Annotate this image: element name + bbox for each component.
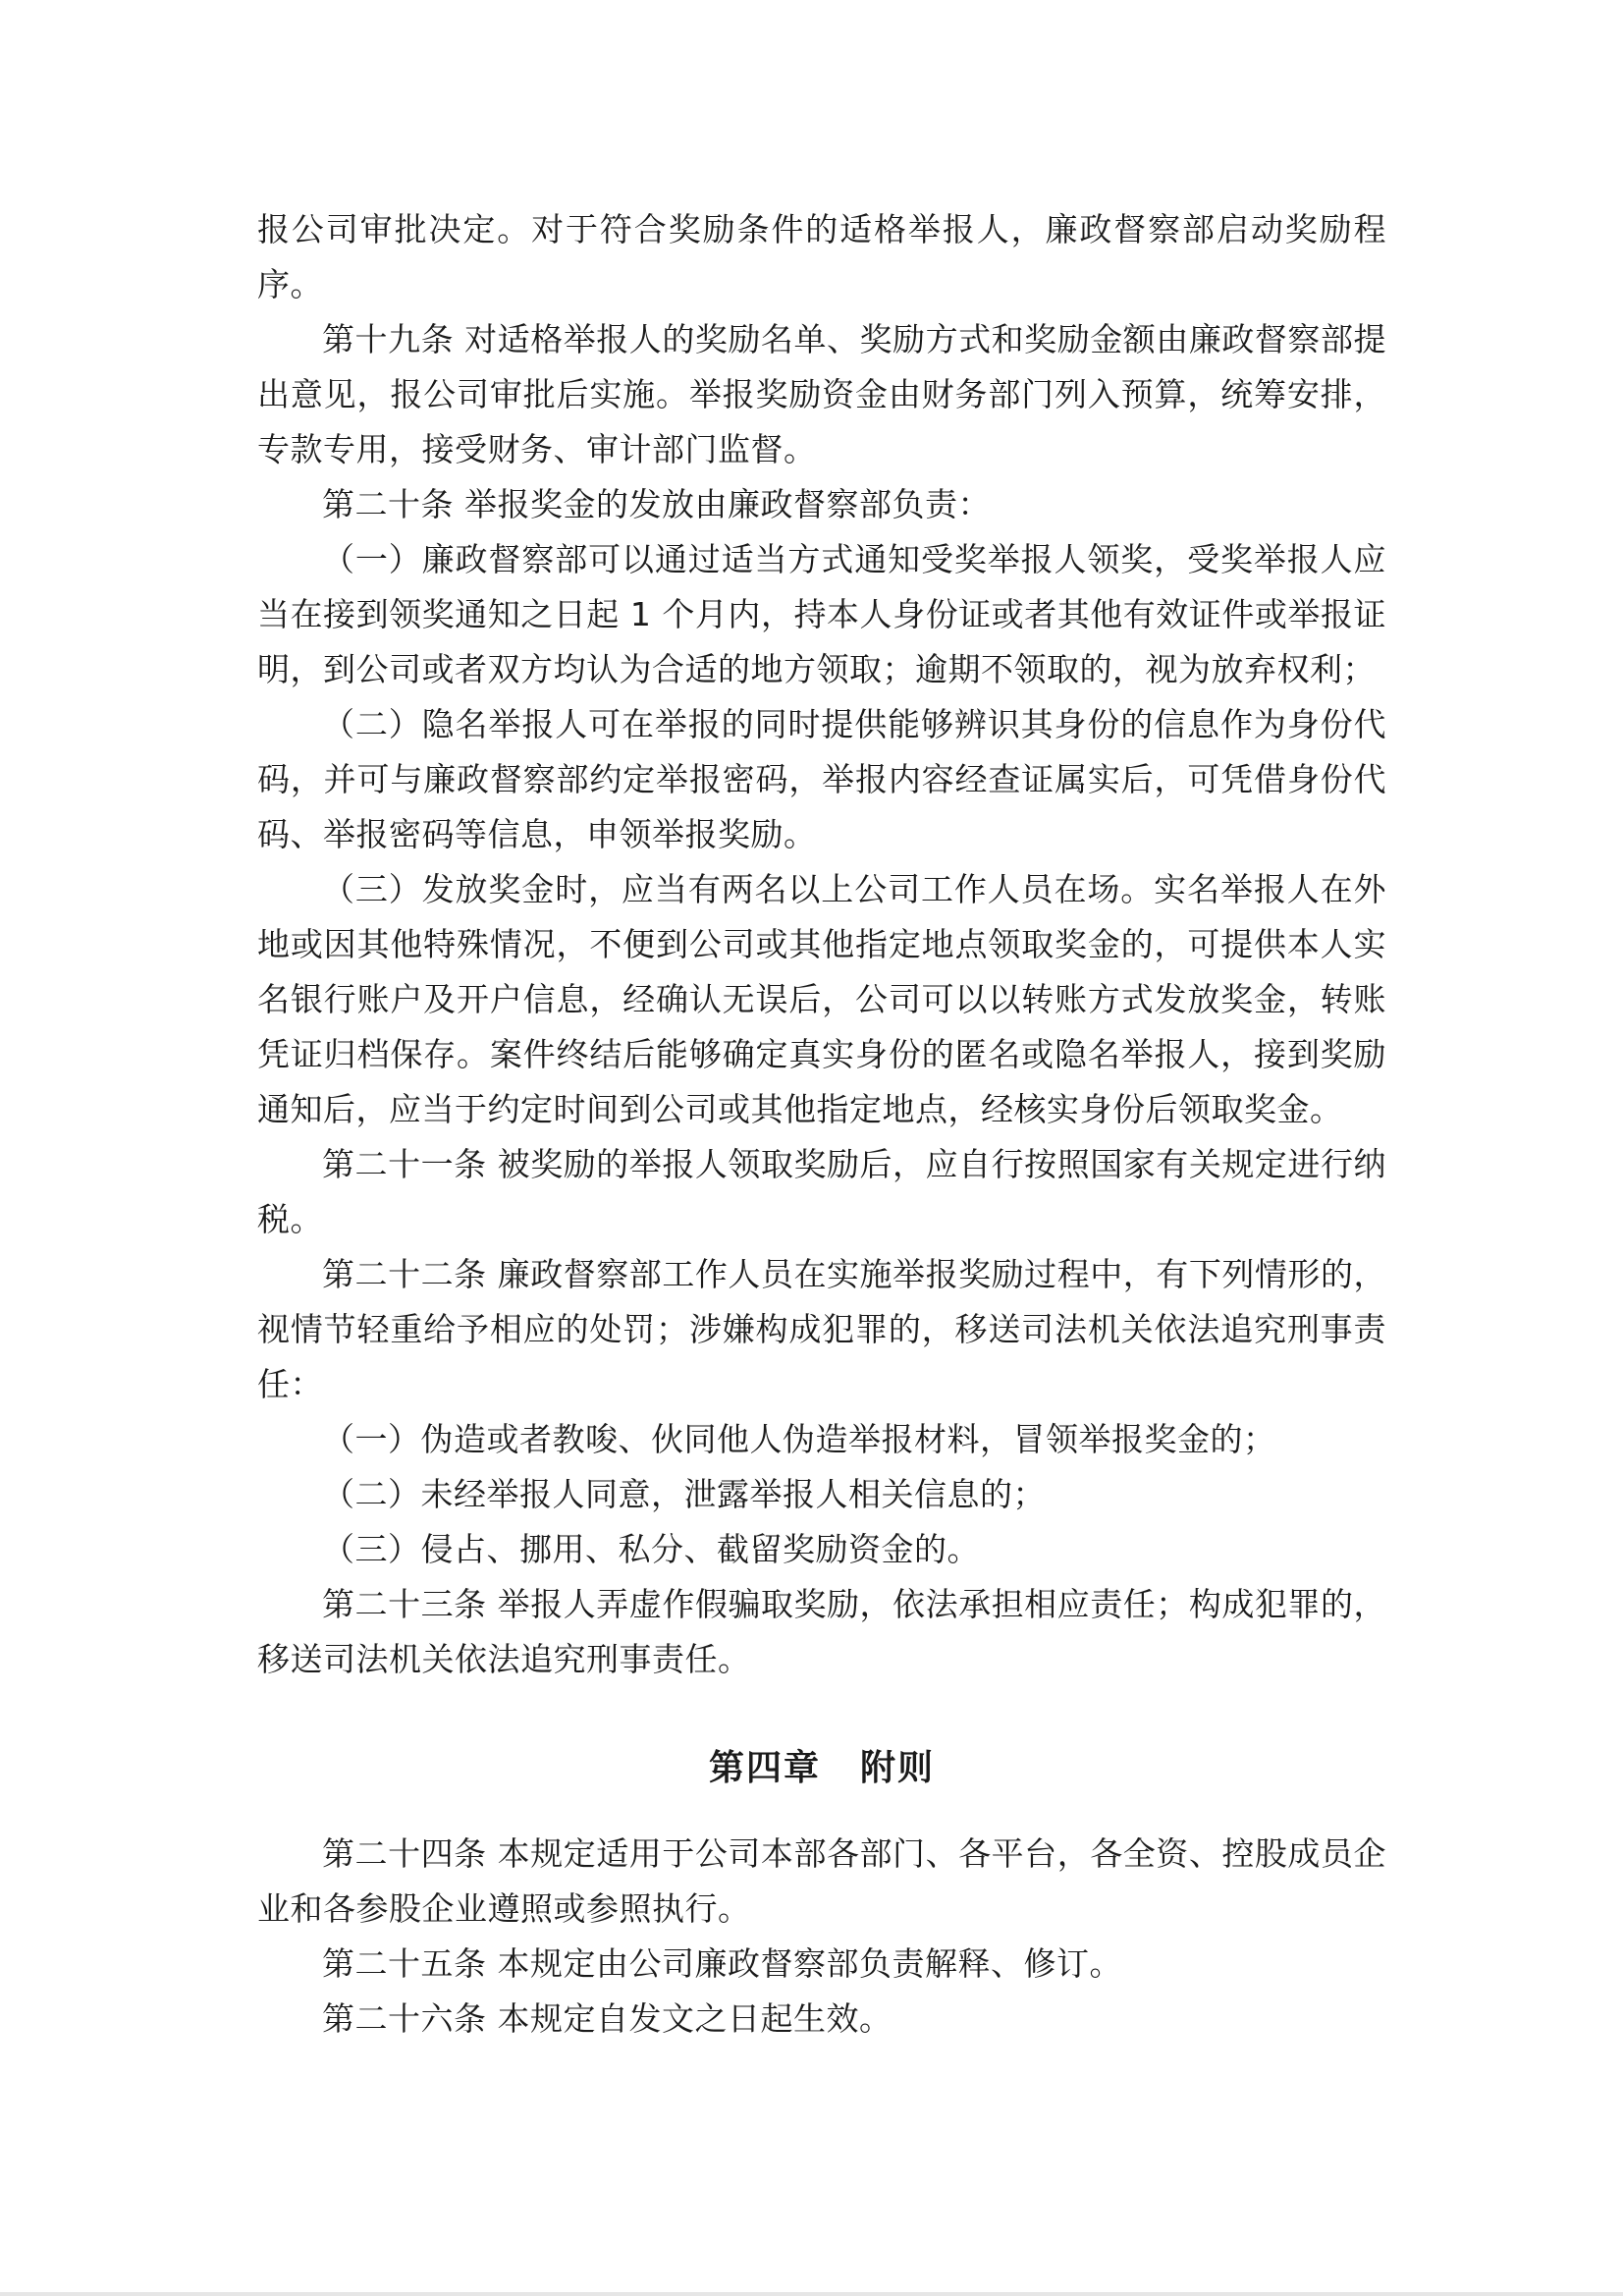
article-23: 第二十三条 举报人弄虚作假骗取奖励，依法承担相应责任；构成犯罪的，移送司法机关依法追究刑事责任。 xyxy=(257,1585,1386,1678)
article-20: 第二十条 举报奖金的发放由廉政督察部负责： xyxy=(322,485,991,523)
article-24: 第二十四条 本规定适用于公司本部各部门、各平台，各全资、控股成员企业和各参股企业遵照或参照执行。 xyxy=(257,1834,1386,1928)
chapter-name: 附则 xyxy=(860,1747,936,1788)
article-22-item-3: （三）侵占、挪用、私分、截留奖励资金的。 xyxy=(322,1530,980,1568)
chapter-number: 第四章 xyxy=(708,1747,821,1788)
article-22: 第二十二条 廉政督察部工作人员在实施举报奖励过程中，有下列情形的，视情节轻重给予相应的处罚；涉嫌构成犯罪的，移送司法机关依法追究刑事责任： xyxy=(257,1255,1386,1403)
article-22-item-2: （二）未经举报人同意，泄露举报人相关信息的； xyxy=(322,1475,1046,1513)
article-19: 第十九条 对适格举报人的奖励名单、奖励方式和奖励金额由廉政督察部提出意见，报公司审批后实施。举报奖励资金由财务部门列入预算，统筹安排，专款专用，接受财务、审计部门监督。 xyxy=(257,320,1386,468)
article-20-item-1: （一）廉政督察部可以通过适当方式通知受奖举报人领奖，受奖举报人应当在接到领奖通知之日起 1 个月内，持本人身份证或者其他有效证件或举报证明，到公司或者双方均认为合适的地方领取；逾期不领取的，视为放弃权利； xyxy=(257,540,1386,688)
article-25: 第二十五条 本规定由公司廉政督察部负责解释、修订。 xyxy=(322,1944,1122,1983)
article-21: 第二十一条 被奖励的举报人领取奖励后，应自行按照国家有关规定进行纳税。 xyxy=(257,1145,1386,1238)
article-26: 第二十六条 本规定自发文之日起生效。 xyxy=(322,1999,893,2038)
article-20-item-3: （三）发放奖金时，应当有两名以上公司工作人员在场。实名举报人在外地或因其他特殊情况，不便到公司或其他指定地点领取奖金的，可提供本人实名银行账户及开户信息，经确认无误后，公司可以以转账方式发放奖金，转账凭证归档保存。案件终结后能够确定真实身份的匿名或隐名举报人，接到奖励通知后，应当于约定时间到公司或其他指定地点，经核实身份后领取奖金。 xyxy=(257,870,1386,1128)
document-body xyxy=(257,202,1386,2047)
scan-edge-line xyxy=(0,2292,1623,2296)
article-20-item-2: （二）隐名举报人可在举报的同时提供能够辨识其身份的信息作为身份代码，并可与廉政督察部约定举报密码，举报内容经查证属实后，可凭借身份代码、举报密码等信息，申领举报奖励。 xyxy=(257,705,1386,853)
article-22-item-1: （一）伪造或者教唆、伙同他人伪造举报材料，冒领举报奖金的； xyxy=(322,1420,1276,1458)
paragraph: 报公司审批决定。对于符合奖励条件的适格举报人，廉政督察部启动奖励程序。 xyxy=(257,210,1386,303)
chapter-heading xyxy=(257,1738,1386,1797)
